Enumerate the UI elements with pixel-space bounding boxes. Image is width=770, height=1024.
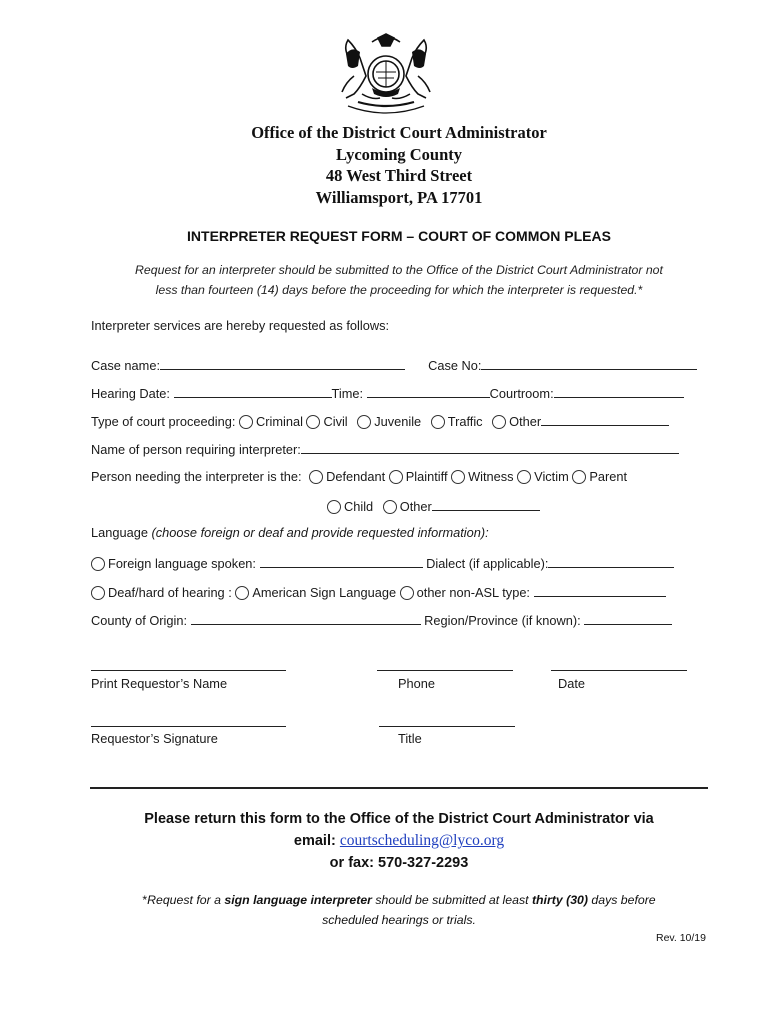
county-row — [91, 611, 672, 629]
hearing-row — [91, 384, 684, 402]
other-role-radio[interactable] — [383, 500, 397, 514]
office-name: Office of the District Court Administrator — [251, 123, 547, 142]
county-field[interactable] — [191, 611, 421, 625]
other-role-field[interactable] — [432, 497, 540, 511]
services-heading: Interpreter services are hereby requested as follows: — [91, 318, 390, 333]
case-no-field[interactable] — [481, 356, 697, 370]
plaintiff-label: Plaintiff — [405, 469, 448, 484]
case-no-label: Case No: — [428, 358, 482, 373]
witness-label: Witness — [468, 469, 514, 484]
deaf-label: Deaf/hard of hearing : — [108, 585, 232, 600]
child-label: Child — [344, 499, 374, 514]
return-email-line — [0, 830, 770, 852]
note-part-2: should be submitted at least — [375, 893, 529, 907]
courtroom-label: Courtroom: — [489, 386, 554, 401]
person-name-row — [91, 440, 679, 458]
dialect-label: Dialect (if applicable): — [426, 556, 549, 571]
date-label: Date — [558, 676, 586, 691]
print-name-line[interactable] — [91, 670, 286, 671]
print-name-label: Print Requestor’s Name — [91, 676, 228, 691]
signature-line[interactable] — [91, 726, 286, 727]
language-label: Language — [91, 525, 148, 540]
return-line-1: Please return this form to the Office of the District Court Administrator via — [144, 811, 654, 827]
pennsylvania-seal-icon — [332, 32, 440, 116]
note-part-3: days before — [591, 893, 656, 907]
civil-radio[interactable] — [306, 415, 320, 429]
civil-label: Civil — [323, 414, 348, 429]
criminal-label: Criminal — [255, 414, 303, 429]
phone-label: Phone — [398, 676, 436, 691]
section-divider — [90, 787, 708, 789]
title-line[interactable] — [379, 726, 515, 727]
time-field[interactable] — [367, 384, 490, 398]
criminal-radio[interactable] — [239, 415, 253, 429]
title-label: Title — [398, 731, 422, 746]
parent-label: Parent — [589, 469, 628, 484]
intro-line-1: Request for an interpreter should be submitted to the Office of the District Court Administrator not — [135, 263, 663, 277]
county-label: County of Origin: — [91, 613, 188, 628]
email-link[interactable]: courtscheduling@lyco.org — [339, 832, 505, 849]
case-name-field[interactable] — [160, 356, 405, 370]
note-line-2: scheduled hearings or trials. — [322, 913, 476, 927]
other-proceeding-radio[interactable] — [492, 415, 506, 429]
language-hint: (choose foreign or deaf and provide requested information): — [151, 525, 489, 540]
language-row — [91, 525, 489, 541]
email-prefix: email: — [293, 833, 336, 849]
intro-line-2: less than fourteen (14) days before the proceeding for which the interpreter is requested.* — [155, 283, 643, 297]
signature-label: Requestor’s Signature — [91, 731, 218, 746]
child-radio[interactable] — [327, 500, 341, 514]
note-bold-2: thirty (30) — [531, 893, 588, 907]
office-address-block — [0, 122, 770, 208]
revision-label: Rev. 10/19 — [655, 932, 706, 944]
person-role-label: Person needing the interpreter is the: — [91, 469, 302, 484]
person-name-label: Name of person requiring interpreter: — [91, 442, 301, 457]
note-bold-1: sign language interpreter — [224, 893, 372, 907]
victim-radio[interactable] — [517, 470, 531, 484]
foreign-language-radio[interactable] — [91, 557, 105, 571]
region-field[interactable] — [584, 611, 672, 625]
note-line-1 — [90, 890, 708, 910]
other-proceeding-field[interactable] — [541, 412, 669, 426]
proceeding-row — [91, 412, 669, 430]
parent-radio[interactable] — [572, 470, 586, 484]
hearing-date-label: Hearing Date: — [91, 386, 170, 401]
courtroom-field[interactable] — [554, 384, 684, 398]
county-name: Lycoming County — [335, 144, 463, 164]
traffic-radio[interactable] — [431, 415, 445, 429]
asl-label: American Sign Language — [252, 585, 397, 600]
plaintiff-radio[interactable] — [389, 470, 403, 484]
juvenile-label: Juvenile — [374, 414, 422, 429]
person-role-row — [91, 469, 627, 485]
note-asterisk: * — [142, 893, 148, 907]
return-instructions — [0, 808, 770, 874]
city-state-zip: Williamsport, PA 17701 — [315, 187, 483, 207]
foreign-language-field[interactable] — [260, 554, 423, 568]
deaf-radio[interactable] — [91, 586, 105, 600]
defendant-label: Defendant — [326, 469, 386, 484]
other-proceeding-label: Other — [509, 414, 542, 429]
person-name-field[interactable] — [301, 440, 679, 454]
witness-radio[interactable] — [451, 470, 465, 484]
victim-label: Victim — [534, 469, 569, 484]
proceeding-label: Type of court proceeding: — [91, 414, 236, 429]
phone-line[interactable] — [377, 670, 513, 671]
non-asl-radio[interactable] — [400, 586, 414, 600]
juvenile-radio[interactable] — [357, 415, 371, 429]
asl-radio[interactable] — [235, 586, 249, 600]
intro-text — [92, 260, 706, 300]
other-role-label: Other — [399, 499, 432, 514]
fax-line: or fax: 570-327-2293 — [329, 855, 469, 871]
deaf-row — [91, 583, 666, 601]
form-title: INTERPRETER REQUEST FORM – COURT OF COMMON PLEAS — [187, 228, 611, 244]
foreign-language-label: Foreign language spoken: — [108, 556, 256, 571]
case-row — [91, 356, 697, 374]
case-name-label: Case name: — [91, 358, 160, 373]
defendant-radio[interactable] — [309, 470, 323, 484]
foreign-language-row — [91, 554, 674, 572]
street-address: 48 West Third Street — [325, 166, 473, 185]
hearing-date-field[interactable] — [174, 384, 332, 398]
note-part-1: Request for a — [147, 893, 221, 907]
non-asl-label: other non-ASL type: — [416, 585, 530, 600]
time-label: Time: — [331, 386, 364, 401]
person-role-row-2 — [327, 497, 540, 515]
non-asl-field[interactable] — [534, 583, 666, 597]
dialect-field[interactable] — [548, 554, 674, 568]
region-label: Region/Province (if known): — [424, 613, 581, 628]
sign-language-note — [90, 890, 708, 930]
date-line[interactable] — [551, 670, 687, 671]
traffic-label: Traffic — [447, 414, 483, 429]
